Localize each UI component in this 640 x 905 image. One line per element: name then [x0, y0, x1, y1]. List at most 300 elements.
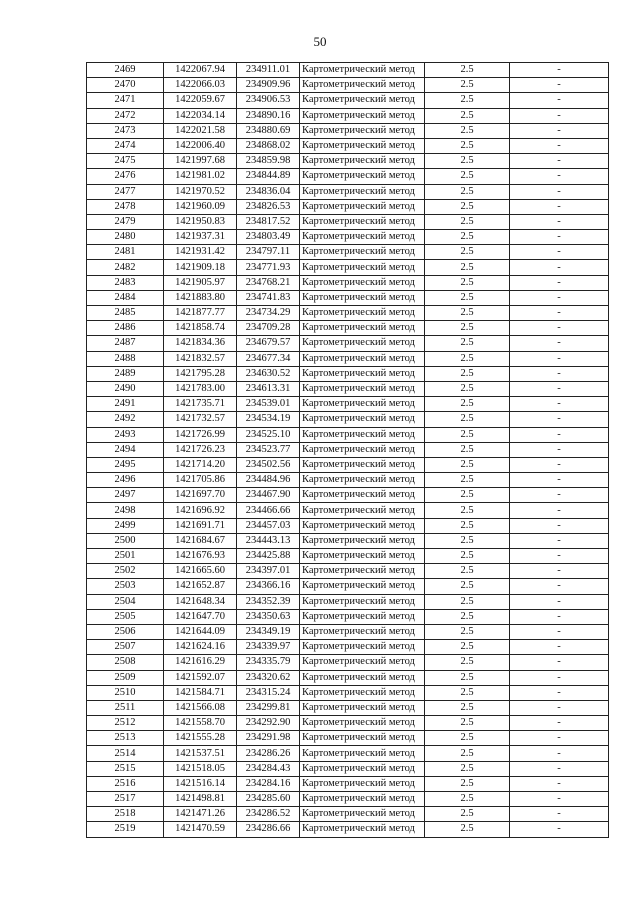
note-cell: -	[510, 503, 609, 518]
y-coordinate-cell: 234677.34	[237, 351, 300, 366]
y-coordinate-cell: 234525.10	[237, 427, 300, 442]
table-row	[87, 518, 609, 533]
point-number-cell: 2485	[87, 306, 164, 321]
method-cell: Картометрический метод	[300, 169, 425, 184]
method-cell: Картометрический метод	[300, 351, 425, 366]
note-cell: -	[510, 746, 609, 761]
method-cell: Картометрический метод	[300, 670, 425, 685]
note-cell: -	[510, 761, 609, 776]
method-cell: Картометрический метод	[300, 123, 425, 138]
y-coordinate-cell: 234613.31	[237, 381, 300, 396]
x-coordinate-cell: 1421584.71	[164, 685, 237, 700]
accuracy-cell: 2.5	[425, 518, 510, 533]
table-row	[87, 503, 609, 518]
method-cell: Картометрический метод	[300, 518, 425, 533]
x-coordinate-cell: 1421960.09	[164, 199, 237, 214]
table-row	[87, 792, 609, 807]
note-cell: -	[510, 488, 609, 503]
method-cell: Картометрический метод	[300, 397, 425, 412]
table-row	[87, 670, 609, 685]
y-coordinate-cell: 234817.52	[237, 214, 300, 229]
method-cell: Картометрический метод	[300, 792, 425, 807]
x-coordinate-cell: 1421697.70	[164, 488, 237, 503]
point-number-cell: 2480	[87, 230, 164, 245]
note-cell: -	[510, 549, 609, 564]
y-coordinate-cell: 234284.16	[237, 776, 300, 791]
table-row	[87, 108, 609, 123]
y-coordinate-cell: 234741.83	[237, 290, 300, 305]
y-coordinate-cell: 234335.79	[237, 655, 300, 670]
x-coordinate-cell: 1422067.94	[164, 63, 237, 78]
x-coordinate-cell: 1421795.28	[164, 366, 237, 381]
accuracy-cell: 2.5	[425, 63, 510, 78]
point-number-cell: 2501	[87, 549, 164, 564]
accuracy-cell: 2.5	[425, 427, 510, 442]
x-coordinate-cell: 1421616.29	[164, 655, 237, 670]
accuracy-cell: 2.5	[425, 381, 510, 396]
x-coordinate-cell: 1421705.86	[164, 473, 237, 488]
point-number-cell: 2483	[87, 275, 164, 290]
point-number-cell: 2499	[87, 518, 164, 533]
accuracy-cell: 2.5	[425, 533, 510, 548]
point-number-cell: 2510	[87, 685, 164, 700]
x-coordinate-cell: 1421558.70	[164, 716, 237, 731]
note-cell: -	[510, 655, 609, 670]
point-number-cell: 2476	[87, 169, 164, 184]
x-coordinate-cell: 1421665.60	[164, 564, 237, 579]
method-cell: Картометрический метод	[300, 63, 425, 78]
note-cell: -	[510, 776, 609, 791]
table-row	[87, 564, 609, 579]
y-coordinate-cell: 234771.93	[237, 260, 300, 275]
page-number: 50	[313, 34, 327, 49]
point-number-cell: 2491	[87, 397, 164, 412]
note-cell: -	[510, 199, 609, 214]
point-number-cell: 2493	[87, 427, 164, 442]
accuracy-cell: 2.5	[425, 154, 510, 169]
note-cell: -	[510, 260, 609, 275]
note-cell: -	[510, 290, 609, 305]
point-number-cell: 2509	[87, 670, 164, 685]
method-cell: Картометрический метод	[300, 564, 425, 579]
y-coordinate-cell: 234285.60	[237, 792, 300, 807]
method-cell: Картометрический метод	[300, 594, 425, 609]
table-row	[87, 579, 609, 594]
method-cell: Картометрический метод	[300, 700, 425, 715]
y-coordinate-cell: 234709.28	[237, 321, 300, 336]
x-coordinate-cell: 1422066.03	[164, 78, 237, 93]
point-number-cell: 2498	[87, 503, 164, 518]
note-cell: -	[510, 807, 609, 822]
x-coordinate-cell: 1421726.99	[164, 427, 237, 442]
table-row	[87, 442, 609, 457]
method-cell: Картометрический метод	[300, 275, 425, 290]
note-cell: -	[510, 169, 609, 184]
method-cell: Картометрический метод	[300, 260, 425, 275]
method-cell: Картометрический метод	[300, 624, 425, 639]
point-number-cell: 2515	[87, 761, 164, 776]
point-number-cell: 2514	[87, 746, 164, 761]
point-number-cell: 2477	[87, 184, 164, 199]
accuracy-cell: 2.5	[425, 123, 510, 138]
x-coordinate-cell: 1421877.77	[164, 306, 237, 321]
note-cell: -	[510, 184, 609, 199]
point-number-cell: 2517	[87, 792, 164, 807]
note-cell: -	[510, 245, 609, 260]
x-coordinate-cell: 1421970.52	[164, 184, 237, 199]
table-row	[87, 275, 609, 290]
note-cell: -	[510, 351, 609, 366]
table-row	[87, 609, 609, 624]
table-row	[87, 776, 609, 791]
method-cell: Картометрический метод	[300, 199, 425, 214]
x-coordinate-cell: 1421858.74	[164, 321, 237, 336]
point-number-cell: 2511	[87, 700, 164, 715]
x-coordinate-cell: 1421498.81	[164, 792, 237, 807]
accuracy-cell: 2.5	[425, 169, 510, 184]
y-coordinate-cell: 234797.11	[237, 245, 300, 260]
method-cell: Картометрический метод	[300, 306, 425, 321]
x-coordinate-cell: 1421644.09	[164, 624, 237, 639]
method-cell: Картометрический метод	[300, 533, 425, 548]
y-coordinate-cell: 234523.77	[237, 442, 300, 457]
accuracy-cell: 2.5	[425, 503, 510, 518]
y-coordinate-cell: 234803.49	[237, 230, 300, 245]
x-coordinate-cell: 1421714.20	[164, 457, 237, 472]
method-cell: Картометрический метод	[300, 807, 425, 822]
x-coordinate-cell: 1421909.18	[164, 260, 237, 275]
y-coordinate-cell: 234909.96	[237, 78, 300, 93]
y-coordinate-cell: 234539.01	[237, 397, 300, 412]
x-coordinate-cell: 1422006.40	[164, 138, 237, 153]
note-cell: -	[510, 321, 609, 336]
table-row	[87, 260, 609, 275]
y-coordinate-cell: 234534.19	[237, 412, 300, 427]
point-number-cell: 2505	[87, 609, 164, 624]
y-coordinate-cell: 234291.98	[237, 731, 300, 746]
note-cell: -	[510, 518, 609, 533]
table-row	[87, 381, 609, 396]
table-row	[87, 93, 609, 108]
method-cell: Картометрический метод	[300, 746, 425, 761]
point-number-cell: 2481	[87, 245, 164, 260]
table-row	[87, 822, 609, 837]
method-cell: Картометрический метод	[300, 366, 425, 381]
x-coordinate-cell: 1421537.51	[164, 746, 237, 761]
table-row	[87, 533, 609, 548]
table-row	[87, 761, 609, 776]
table-row	[87, 214, 609, 229]
method-cell: Картометрический метод	[300, 716, 425, 731]
accuracy-cell: 2.5	[425, 184, 510, 199]
x-coordinate-cell: 1421783.00	[164, 381, 237, 396]
accuracy-cell: 2.5	[425, 700, 510, 715]
y-coordinate-cell: 234299.81	[237, 700, 300, 715]
accuracy-cell: 2.5	[425, 306, 510, 321]
accuracy-cell: 2.5	[425, 93, 510, 108]
note-cell: -	[510, 700, 609, 715]
note-cell: -	[510, 214, 609, 229]
accuracy-cell: 2.5	[425, 776, 510, 791]
table-row	[87, 123, 609, 138]
table-row	[87, 488, 609, 503]
accuracy-cell: 2.5	[425, 609, 510, 624]
method-cell: Картометрический метод	[300, 655, 425, 670]
note-cell: -	[510, 306, 609, 321]
table-row	[87, 351, 609, 366]
note-cell: -	[510, 564, 609, 579]
point-number-cell: 2495	[87, 457, 164, 472]
method-cell: Картометрический метод	[300, 609, 425, 624]
point-number-cell: 2492	[87, 412, 164, 427]
x-coordinate-cell: 1421834.36	[164, 336, 237, 351]
y-coordinate-cell: 234286.26	[237, 746, 300, 761]
accuracy-cell: 2.5	[425, 807, 510, 822]
table-row	[87, 473, 609, 488]
note-cell: -	[510, 670, 609, 685]
point-number-cell: 2513	[87, 731, 164, 746]
method-cell: Картометрический метод	[300, 442, 425, 457]
y-coordinate-cell: 234286.52	[237, 807, 300, 822]
table-row	[87, 716, 609, 731]
point-number-cell: 2516	[87, 776, 164, 791]
note-cell: -	[510, 336, 609, 351]
accuracy-cell: 2.5	[425, 321, 510, 336]
point-number-cell: 2473	[87, 123, 164, 138]
accuracy-cell: 2.5	[425, 397, 510, 412]
method-cell: Картометрический метод	[300, 154, 425, 169]
y-coordinate-cell: 234868.02	[237, 138, 300, 153]
note-cell: -	[510, 138, 609, 153]
method-cell: Картометрический метод	[300, 290, 425, 305]
table-row	[87, 549, 609, 564]
table-row	[87, 63, 609, 78]
table-row	[87, 412, 609, 427]
y-coordinate-cell: 234467.90	[237, 488, 300, 503]
method-cell: Картометрический метод	[300, 685, 425, 700]
x-coordinate-cell: 1421832.57	[164, 351, 237, 366]
y-coordinate-cell: 234859.98	[237, 154, 300, 169]
note-cell: -	[510, 457, 609, 472]
x-coordinate-cell: 1421883.80	[164, 290, 237, 305]
x-coordinate-cell: 1421684.67	[164, 533, 237, 548]
accuracy-cell: 2.5	[425, 199, 510, 214]
table-row	[87, 640, 609, 655]
note-cell: -	[510, 731, 609, 746]
method-cell: Картометрический метод	[300, 473, 425, 488]
x-coordinate-cell: 1421997.68	[164, 154, 237, 169]
y-coordinate-cell: 234292.90	[237, 716, 300, 731]
method-cell: Картометрический метод	[300, 776, 425, 791]
y-coordinate-cell: 234320.62	[237, 670, 300, 685]
y-coordinate-cell: 234352.39	[237, 594, 300, 609]
note-cell: -	[510, 108, 609, 123]
accuracy-cell: 2.5	[425, 351, 510, 366]
note-cell: -	[510, 716, 609, 731]
table-row	[87, 700, 609, 715]
point-number-cell: 2487	[87, 336, 164, 351]
note-cell: -	[510, 78, 609, 93]
x-coordinate-cell: 1421981.02	[164, 169, 237, 184]
coordinates-table	[86, 62, 609, 838]
accuracy-cell: 2.5	[425, 290, 510, 305]
y-coordinate-cell: 234826.53	[237, 199, 300, 214]
table-row	[87, 746, 609, 761]
accuracy-cell: 2.5	[425, 336, 510, 351]
accuracy-cell: 2.5	[425, 488, 510, 503]
table-body	[87, 63, 609, 838]
note-cell: -	[510, 685, 609, 700]
accuracy-cell: 2.5	[425, 457, 510, 472]
accuracy-cell: 2.5	[425, 442, 510, 457]
table-row	[87, 336, 609, 351]
note-cell: -	[510, 640, 609, 655]
table-row	[87, 427, 609, 442]
x-coordinate-cell: 1421592.07	[164, 670, 237, 685]
note-cell: -	[510, 822, 609, 837]
accuracy-cell: 2.5	[425, 473, 510, 488]
point-number-cell: 2472	[87, 108, 164, 123]
x-coordinate-cell: 1421518.05	[164, 761, 237, 776]
y-coordinate-cell: 234425.88	[237, 549, 300, 564]
accuracy-cell: 2.5	[425, 746, 510, 761]
y-coordinate-cell: 234284.43	[237, 761, 300, 776]
y-coordinate-cell: 234880.69	[237, 123, 300, 138]
note-cell: -	[510, 533, 609, 548]
method-cell: Картометрический метод	[300, 503, 425, 518]
y-coordinate-cell: 234466.66	[237, 503, 300, 518]
accuracy-cell: 2.5	[425, 366, 510, 381]
table-row	[87, 397, 609, 412]
accuracy-cell: 2.5	[425, 670, 510, 685]
note-cell: -	[510, 230, 609, 245]
note-cell: -	[510, 442, 609, 457]
point-number-cell: 2486	[87, 321, 164, 336]
x-coordinate-cell: 1422021.58	[164, 123, 237, 138]
accuracy-cell: 2.5	[425, 716, 510, 731]
point-number-cell: 2471	[87, 93, 164, 108]
table-row	[87, 154, 609, 169]
accuracy-cell: 2.5	[425, 624, 510, 639]
x-coordinate-cell: 1421470.59	[164, 822, 237, 837]
method-cell: Картометрический метод	[300, 731, 425, 746]
accuracy-cell: 2.5	[425, 761, 510, 776]
note-cell: -	[510, 154, 609, 169]
y-coordinate-cell: 234366.16	[237, 579, 300, 594]
note-cell: -	[510, 93, 609, 108]
point-number-cell: 2500	[87, 533, 164, 548]
method-cell: Картометрический метод	[300, 230, 425, 245]
accuracy-cell: 2.5	[425, 640, 510, 655]
point-number-cell: 2488	[87, 351, 164, 366]
x-coordinate-cell: 1421555.28	[164, 731, 237, 746]
method-cell: Картометрический метод	[300, 640, 425, 655]
method-cell: Картометрический метод	[300, 108, 425, 123]
accuracy-cell: 2.5	[425, 822, 510, 837]
table-row	[87, 199, 609, 214]
y-coordinate-cell: 234443.13	[237, 533, 300, 548]
method-cell: Картометрический метод	[300, 336, 425, 351]
y-coordinate-cell: 234457.03	[237, 518, 300, 533]
note-cell: -	[510, 609, 609, 624]
accuracy-cell: 2.5	[425, 655, 510, 670]
method-cell: Картометрический метод	[300, 184, 425, 199]
y-coordinate-cell: 234502.56	[237, 457, 300, 472]
y-coordinate-cell: 234315.24	[237, 685, 300, 700]
point-number-cell: 2484	[87, 290, 164, 305]
x-coordinate-cell: 1421648.34	[164, 594, 237, 609]
x-coordinate-cell: 1421931.42	[164, 245, 237, 260]
point-number-cell: 2470	[87, 78, 164, 93]
method-cell: Картометрический метод	[300, 579, 425, 594]
method-cell: Картометрический метод	[300, 93, 425, 108]
table-row	[87, 457, 609, 472]
x-coordinate-cell: 1422034.14	[164, 108, 237, 123]
point-number-cell: 2474	[87, 138, 164, 153]
x-coordinate-cell: 1421937.31	[164, 230, 237, 245]
accuracy-cell: 2.5	[425, 549, 510, 564]
note-cell: -	[510, 594, 609, 609]
table-row	[87, 245, 609, 260]
y-coordinate-cell: 234890.16	[237, 108, 300, 123]
accuracy-cell: 2.5	[425, 685, 510, 700]
y-coordinate-cell: 234484.96	[237, 473, 300, 488]
note-cell: -	[510, 366, 609, 381]
method-cell: Картометрический метод	[300, 549, 425, 564]
y-coordinate-cell: 234906.53	[237, 93, 300, 108]
y-coordinate-cell: 234679.57	[237, 336, 300, 351]
note-cell: -	[510, 397, 609, 412]
y-coordinate-cell: 234911.01	[237, 63, 300, 78]
accuracy-cell: 2.5	[425, 260, 510, 275]
accuracy-cell: 2.5	[425, 108, 510, 123]
x-coordinate-cell: 1421647.70	[164, 609, 237, 624]
x-coordinate-cell: 1421676.93	[164, 549, 237, 564]
point-number-cell: 2496	[87, 473, 164, 488]
point-number-cell: 2519	[87, 822, 164, 837]
x-coordinate-cell: 1421652.87	[164, 579, 237, 594]
table-row	[87, 169, 609, 184]
point-number-cell: 2478	[87, 199, 164, 214]
point-number-cell: 2490	[87, 381, 164, 396]
method-cell: Картометрический метод	[300, 138, 425, 153]
x-coordinate-cell: 1421624.16	[164, 640, 237, 655]
table-row	[87, 366, 609, 381]
point-number-cell: 2507	[87, 640, 164, 655]
y-coordinate-cell: 234734.29	[237, 306, 300, 321]
point-number-cell: 2469	[87, 63, 164, 78]
note-cell: -	[510, 123, 609, 138]
table-row	[87, 306, 609, 321]
note-cell: -	[510, 63, 609, 78]
x-coordinate-cell: 1421471.26	[164, 807, 237, 822]
accuracy-cell: 2.5	[425, 579, 510, 594]
point-number-cell: 2503	[87, 579, 164, 594]
point-number-cell: 2494	[87, 442, 164, 457]
point-number-cell: 2518	[87, 807, 164, 822]
method-cell: Картометрический метод	[300, 78, 425, 93]
x-coordinate-cell: 1421905.97	[164, 275, 237, 290]
table-row	[87, 184, 609, 199]
accuracy-cell: 2.5	[425, 275, 510, 290]
accuracy-cell: 2.5	[425, 230, 510, 245]
x-coordinate-cell: 1421691.71	[164, 518, 237, 533]
note-cell: -	[510, 275, 609, 290]
y-coordinate-cell: 234768.21	[237, 275, 300, 290]
table-row	[87, 321, 609, 336]
y-coordinate-cell: 234844.89	[237, 169, 300, 184]
method-cell: Картометрический метод	[300, 381, 425, 396]
